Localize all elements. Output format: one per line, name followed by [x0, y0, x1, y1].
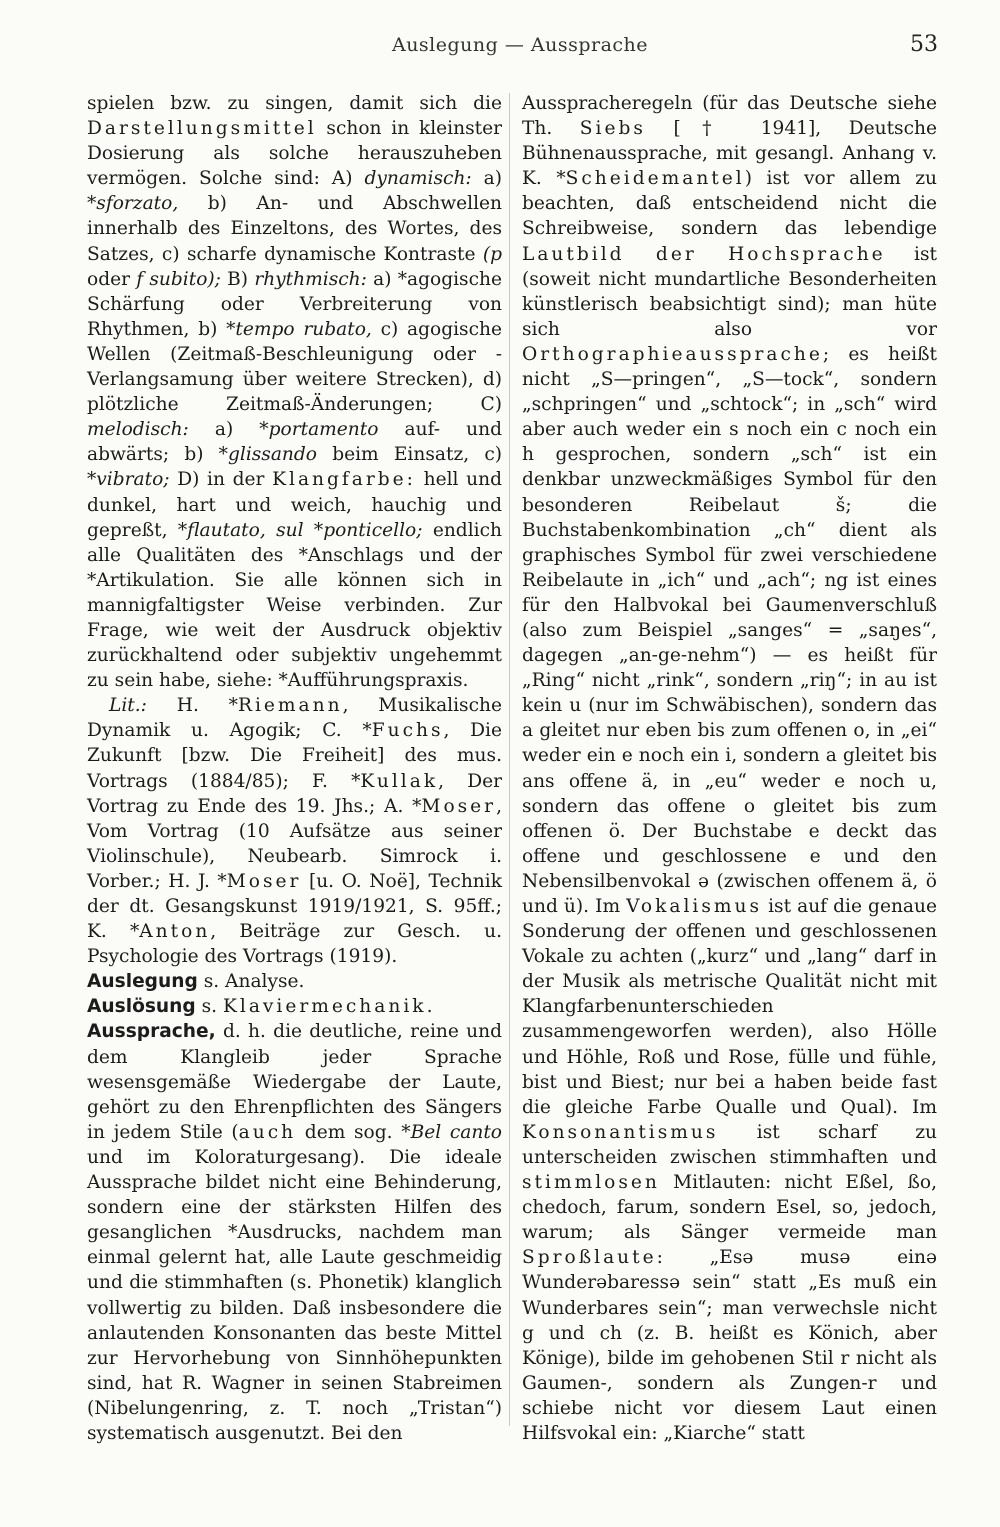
text-run: , sondern — [673, 1197, 776, 1219]
text-run: Ausspracheregeln (für das Deutsche siehe Th. — [522, 93, 937, 140]
author-name: Anton — [139, 921, 211, 943]
example-word: Esel — [775, 1197, 817, 1219]
example-word: warum — [522, 1222, 588, 1244]
entry-aussprache — [87, 1019, 502, 1446]
spaced-term: Vokalismus — [626, 896, 763, 917]
text-run: a) * — [188, 419, 269, 441]
author-name: Siebs — [579, 118, 646, 140]
literature-paragraph — [87, 693, 502, 969]
text-run: , — [622, 1046, 638, 1068]
italic-term: rhythmisch: — [254, 268, 367, 290]
italic-term: flautato, sul *ponticello; — [187, 519, 423, 541]
italic-term: portamento — [268, 419, 379, 441]
text-run: und — [522, 1046, 567, 1068]
page-header — [0, 28, 1000, 68]
spaced-term: auch — [238, 1121, 297, 1143]
text-run: ist (soweit nicht mundartliche Besonderheiten künstlerisch beabsichtigt sind); man hüte sich also vor — [522, 243, 937, 340]
text-run: , Musikalische Dynamik u. Agogik; C. * — [87, 695, 502, 742]
text-run: , — [600, 1197, 617, 1219]
text-run: , — [773, 1046, 789, 1068]
text-run: ; als Sänger vermeide man — [587, 1222, 937, 1244]
text-run: ist auf die genaue Sonderung der offenen und geschlossenen Vokale zu achten („kurz“ und „lang“ darf in der Musik als metrische Qualität nicht mit Klangfarbenunterschieden zusammengeworfen werden), also — [522, 896, 937, 1043]
text-run: hell und dunkel, hart und weich, hauchig und gepreßt, * — [87, 469, 502, 541]
text-run: und — [830, 1046, 884, 1068]
author-name: Moser — [421, 795, 497, 817]
spaced-term: Klangfarbe: — [272, 469, 416, 491]
italic-term: melodisch: — [87, 419, 189, 441]
example-word: Hölle — [886, 1021, 937, 1043]
example-phrase: Esə musə einə Wunderəbaressə sein — [522, 1247, 937, 1294]
text-run: Mitlauten: nicht — [659, 1172, 846, 1194]
italic-term: vibrato; — [96, 469, 170, 491]
text-run: und — [556, 1071, 611, 1093]
text-run: beim Einsatz, c) * — [87, 444, 502, 491]
italic-term: Bel canto — [410, 1121, 503, 1143]
text-run: “ statt „Es muß ein Wunderbares sein“; man verwechsle nicht g und ch (z. B. heißt es Könich, aber Könige), bilde im gehobenen Stil r nicht als Gaumen-, sondern als Zungen-r und schiebe nicht vor diesem Laut einen Hilfsvokal ein: „Kiarche“ statt — [522, 1272, 937, 1444]
spaced-term: Darstellungsmittel — [87, 118, 317, 140]
headword: Auslösung — [87, 996, 196, 1018]
text-run: : „ — [656, 1247, 720, 1269]
spaced-term: Lautbild der Hochsprache — [522, 243, 886, 265]
paragraph-aussprache-continued — [522, 91, 937, 1446]
text-run: c) agogische Wellen (Zeitmaß-Beschleunigung oder -Verlangsamung über weitere Strecken), d) plötzliche Zeitmaß-Änderungen; C) — [87, 318, 502, 416]
example-word: Qual — [840, 1096, 885, 1118]
italic-term: f subito); — [136, 268, 221, 290]
text-run: , — [888, 1172, 908, 1194]
text-run: a) *agogische Schärfung oder Verbreiterung von Rhythmen, b) * — [87, 268, 502, 340]
text-run: B) — [220, 268, 255, 290]
spaced-term: Klaviermechanik — [222, 996, 427, 1018]
text-run: s. Analyse. — [197, 971, 305, 993]
italic-term: tempo rubato, — [235, 318, 372, 340]
text-run: ist scharf zu unterscheiden zwischen stimmhaften und — [522, 1121, 937, 1168]
example-word: so — [832, 1197, 853, 1219]
author-name: Fuchs — [371, 720, 444, 742]
text-run: , Die Zukunft [bzw. Die Freiheit] des mus. Vortrags (1884/85); F. * — [87, 720, 502, 792]
text-run: ; nur bei a haben beide fast die gleiche Farbe — [522, 1071, 937, 1118]
text-run: d. h. die deutliche, reine und dem Klangleib jeder Sprache wesensgemäße Wiedergabe der Laute, gehört zu den Ehrenpflichten des Sängers in jedem Stile ( — [87, 1021, 502, 1143]
entry-auslegung — [87, 969, 502, 994]
text-run: dem sog. * — [296, 1121, 411, 1143]
spaced-term: stimmlosen — [522, 1172, 660, 1194]
right-column — [522, 91, 937, 1446]
running-title: Auslegung — Aussprache — [391, 34, 649, 56]
example-word: farum — [616, 1197, 674, 1219]
italic-term: dynamisch: — [364, 168, 472, 190]
author-name: Kullak — [360, 770, 439, 792]
text-run: s. — [195, 996, 223, 1018]
text-run: , Vom Vortrag (10 Aufsätze aus seiner Violinschule), Neubearb. Simrock i. Vorber.; H. J. * — [87, 795, 502, 892]
example-word: Qualle — [715, 1096, 777, 1118]
text-run: . — [426, 996, 433, 1018]
example-word: bist — [522, 1071, 557, 1093]
text-run: auf- und abwärts; b) * — [87, 419, 502, 466]
text-run: , — [852, 1197, 869, 1219]
author-name: Moser — [226, 870, 302, 892]
spaced-term: Konsonantismus — [522, 1121, 719, 1143]
example-word: Eßel — [845, 1172, 889, 1194]
text-run: und im Koloraturgesang). Die ideale Aussprache bildet nicht eine Behinderung, sondern eine der stärksten Hilfen des gesanglichen *Ausdrucks, nachdem man einmal gelernt hat, alle Laute geschmeidig und die stimmhaften (s. Phonetik) klanglich vollwertig zu bilden. Daß insbesondere die anlautenden Konsonanten das beste Mittel zur Hervorhebung von Sinnhöhepunkten sind, hat R. Wagner in seinen Stabreimen (Nibelungenring, z. T. noch „Tristan“) systematisch ausgenutzt. Bei den — [87, 1146, 502, 1444]
spaced-term: Sproßlaute — [522, 1247, 657, 1269]
text-run: [u. O. Noë], Technik der dt. Gesangskunst 1919/1921, S. 95ff.; K. * — [87, 870, 502, 943]
example-word: jedoch — [868, 1197, 932, 1219]
example-word: chedoch — [522, 1197, 601, 1219]
author-name: Riemann — [237, 695, 343, 717]
text-run: ). Im — [884, 1096, 937, 1118]
paragraph-ausdruck-continued — [87, 91, 502, 693]
example-word: Rose — [728, 1046, 774, 1068]
text-run: und — [675, 1046, 729, 1068]
text-run: b) An- und Abschwellen innerhalb des Einzeltons, des Wortes, des Satzes, c) scharfe dynamische Kontraste — [87, 193, 502, 265]
text-run: , — [816, 1197, 833, 1219]
lit-label: Lit.: — [109, 695, 147, 717]
headword: Auslegung — [87, 971, 198, 993]
text-run: ) ist vor allem zu beachten, daß entscheidend nicht die Schreibweise, sondern das lebendige — [522, 168, 937, 240]
column-divider — [509, 93, 510, 1426]
entry-ausloesung — [87, 994, 502, 1019]
text-run: , — [931, 1197, 938, 1219]
italic-term: sforzato, — [96, 193, 179, 215]
example-word: ßo — [907, 1172, 932, 1194]
italic-term: (p — [482, 243, 502, 265]
headword: Aussprache, — [87, 1021, 216, 1043]
example-word: fühle — [883, 1046, 932, 1068]
text-run: , — [931, 1172, 937, 1194]
text-run: schon in kleinster Dosierung als solche herauszuheben vermögen. Solche sind: A) — [87, 118, 502, 190]
text-run: , Beiträge zur Gesch. u. Psychologie des Vortrags (1919). — [87, 921, 502, 968]
text-run: ; es heißt nicht „S—pringen“, „S—tock“, sondern „schpringen“ und „schtock“; in „sch“ wird aber auch weder ein s noch ein c noch ein h gesprochen, sondern „sch“ ist ein denkbar unzweckmäßiges Symbol für den besonderen Reibelaut š; die Buchstabenkombination „ch“ dient als graphisches Symbol für zwei verschiedene Reibelaute in „ich“ und „ach“; ng ist eines für den Halbvokal bei Gaumenverschluß (also zum Beispiel „sanges“ = „saŋes“, dagegen „an-ge-nehm“) — es heißt für „Ring“ nicht „rink“, sondern „riŋ“; in au ist kein u (nur im Schwäbischen), sondern das a gleitet nur eben bis zum offenen o, in „ei“ weder ein e noch ein i, sondern a gleitet bis ans offene ä, in „eu“ weder e noch u, sondern das offene o gleitet bis zum offenen ö. Der Buchstabe e deckt das offene und geschlossene e und den Nebensilbenvokal ə (zwischen offenem ä, ö und ü). Im — [522, 343, 937, 917]
text-run: und — [776, 1096, 841, 1118]
example-word: fülle — [788, 1046, 831, 1068]
author-name: Scheidemantel — [565, 168, 745, 190]
spaced-term: Orthographieaussprache — [522, 343, 823, 365]
left-column — [87, 91, 502, 1446]
italic-term: glissando — [227, 444, 318, 466]
example-word: Roß — [637, 1046, 675, 1068]
text-run: D) in der — [169, 469, 273, 491]
example-word: Höhle — [566, 1046, 623, 1068]
text-run: endlich alle Qualitäten des *Anschlags und der *Artikulation. Sie alle können sich in mannigfaltigster Weise verbinden. Zur Frage, wie weit der Ausdruck objektiv zurückhaltend oder subjektiv ungehemmt zu sein habe, siehe: *Aufführungspraxis. — [87, 519, 502, 692]
text-run: oder — [87, 268, 137, 290]
text-run: , Der Vortrag zu Ende des 19. Jhs.; A. * — [87, 770, 502, 817]
page-number: 53 — [910, 32, 938, 57]
text-run: [† 1941], Deutsche Bühnenaussprache, mit gesangl. Anhang v. K. * — [522, 118, 937, 190]
text-run: , — [931, 1046, 937, 1068]
text-run: H. * — [146, 695, 238, 717]
example-word: Biest — [610, 1071, 659, 1093]
text-run: spielen bzw. zu singen, damit sich die — [87, 93, 502, 114]
text-run: a) * — [87, 168, 503, 215]
